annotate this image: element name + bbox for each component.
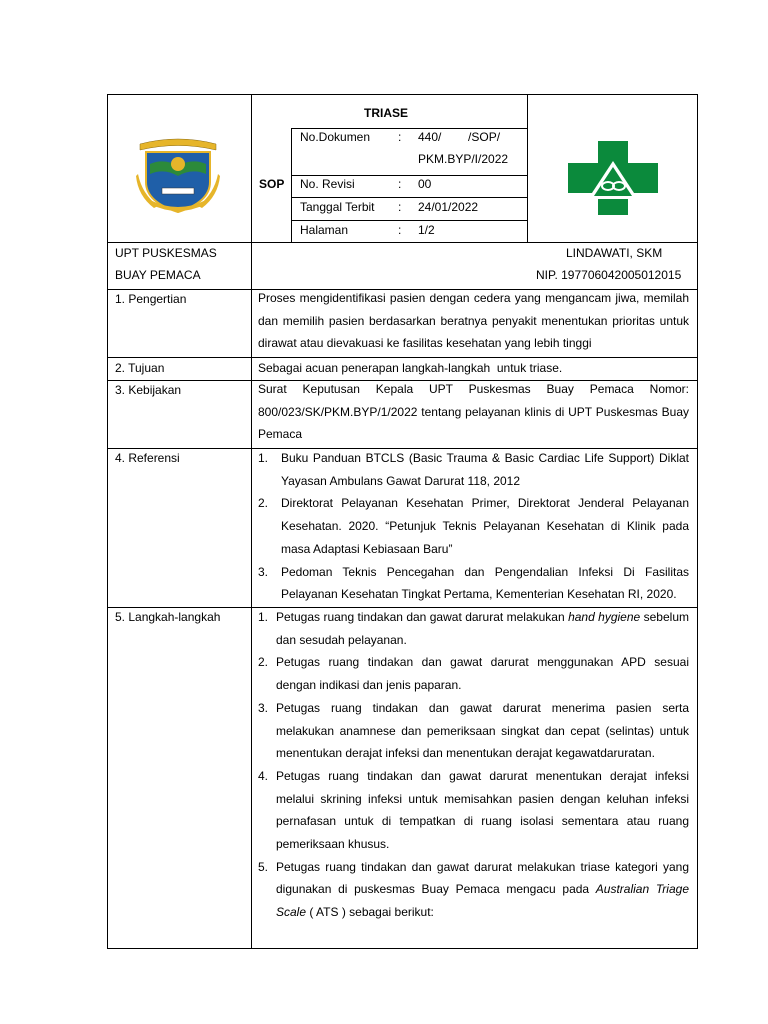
list-item-text: Petugas ruang tindakan dan gawat darurat menerima pasien serta melakukan anamnese dan pemeriksaan singkat dan cepat (selintas) untuk menentukan derajat infeksi dan menentukan derajat kegawatdaruratan. xyxy=(276,700,689,761)
rule xyxy=(527,94,528,243)
section-label-pengertian: 1. Pengertian xyxy=(115,292,187,306)
section-label-kebijakan: 3. Kebijakan xyxy=(115,383,182,397)
field-sep: : xyxy=(398,200,402,214)
org-name-line: BUAY PEMACA xyxy=(115,268,201,282)
list-item xyxy=(258,447,689,492)
sop-label: SOP xyxy=(259,177,285,191)
list-item xyxy=(258,492,689,560)
list-item-text: Petugas ruang tindakan dan gawat darurat menggunakan APD sesuai dengan indikasi dan jenis paparan. xyxy=(276,655,689,693)
rule xyxy=(107,94,698,95)
field-sep: : xyxy=(398,223,402,237)
rule xyxy=(291,128,527,129)
list-number: 5. xyxy=(258,859,269,874)
list-number: 1. xyxy=(258,451,269,465)
referensi-list xyxy=(258,447,689,606)
field-label: Halaman xyxy=(300,223,349,237)
field-sep: : xyxy=(398,130,402,144)
field-value: PKM.BYP/I/2022 xyxy=(418,152,509,166)
field-label: Tanggal Terbit xyxy=(300,200,375,214)
section-label-referensi: 4. Referensi xyxy=(115,451,180,465)
list-item xyxy=(258,561,689,606)
field-value: 1/2 xyxy=(418,223,435,237)
section-label-langkah: 5. Langkah-langkah xyxy=(115,610,221,624)
signatory-name: LINDAWATI, SKM xyxy=(566,246,663,260)
field-value: 00 xyxy=(418,177,432,191)
field-sep: : xyxy=(398,177,402,191)
list-item-text: Direktorat Pelayanan Kesehatan Primer, Direktorat Jenderal Pelayanan Kesehatan. 2020. “Petunjuk Teknis Pelayanan Kesehatan di Klinik pada masa Adaptasi Kebiasaan Baru” xyxy=(281,496,689,556)
list-number: 3. xyxy=(258,700,269,715)
field-value: 440/ /SOP/ xyxy=(418,130,501,144)
list-number: 2. xyxy=(258,496,269,511)
section-label-tujuan: 2. Tujuan xyxy=(115,361,165,375)
list-item-text: Buku Panduan BTCLS (Basic Trauma & Basic Cardiac Life Support) Diklat Yayasan Ambulans Gawat Darurat 118, 2012 xyxy=(281,451,689,488)
list-item-text: sebelum dan sesudah pelayanan. xyxy=(276,610,689,647)
langkah-list xyxy=(258,606,689,924)
pengertian-text: Proses mengidentifikasi pasien dengan cedera yang mengancam jiwa, memilah dan memilih pasien berdasarkan beratnya penyakit menentukan prioritas untuk dirawat atau dievakuasi ke fasilitas kesehatan yang lebih tinggi xyxy=(258,291,689,350)
tujuan-text: Sebagai acuan penerapan langkah-langkah untuk triase. xyxy=(258,361,563,375)
field-label: No.Dokumen xyxy=(300,130,371,144)
list-item xyxy=(258,765,689,856)
list-number: 2. xyxy=(258,655,269,670)
kebijakan-text: Surat Keputusan Kepala UPT Puskesmas Buay Pemaca Nomor: 800/023/SK/PKM.BYP/1/2022 tentang pelayanan klinis di UPT Puskesmas Buay Pemaca xyxy=(258,382,689,441)
list-item xyxy=(258,651,689,696)
rule xyxy=(291,197,527,198)
list-number: 4. xyxy=(258,768,269,783)
list-item-text: Petugas ruang tindakan dan gawat darurat melakukan triase kategori yang digunakan di puskesmas Buay Pemaca mengacu pada xyxy=(276,859,689,897)
field-value: 24/01/2022 xyxy=(418,200,479,214)
list-number: 1. xyxy=(258,610,269,624)
list-number: 3. xyxy=(258,564,269,579)
list-item xyxy=(258,697,689,765)
rule xyxy=(291,175,527,176)
rule xyxy=(291,128,292,243)
regency-emblem-logo xyxy=(136,134,220,214)
org-name-line: UPT PUSKESMAS xyxy=(115,246,217,260)
list-item xyxy=(258,606,689,651)
list-item-text: Pedoman Teknis Pencegahan dan Pengendalian Infeksi Di Fasilitas Pelayanan Kesehatan Tingkat Pertama, Kementerian Kesehatan RI, 2020. xyxy=(281,564,689,602)
list-item-text: ( ATS ) sebagai berikut: xyxy=(306,905,434,920)
list-item-emphasis: hand hygiene xyxy=(568,610,641,624)
list-item-text: Petugas ruang tindakan dan gawat darurat melakukan xyxy=(276,610,569,624)
field-label: No. Revisi xyxy=(300,177,355,191)
rule xyxy=(697,94,698,949)
list-item-text: Petugas ruang tindakan dan gawat darurat menentukan derajat infeksi melalui skrining infeksi untuk memisahkan pasien dengan keluhan infeksi pernafasan untuk di tempatkan di ruang isolasi sementara atau ruang pemeriksaan khusus. xyxy=(276,768,689,852)
list-item-emphasis: Australian Triage Scale xyxy=(276,882,689,920)
signatory-nip: NIP. 197706042005012015 xyxy=(536,268,682,282)
rule xyxy=(107,948,698,949)
list-item xyxy=(258,856,689,924)
document-title: TRIASE xyxy=(364,106,409,120)
rule xyxy=(107,94,108,949)
rule xyxy=(107,242,698,243)
rule xyxy=(291,220,527,221)
puskesmas-logo xyxy=(558,133,668,223)
rule xyxy=(251,94,252,949)
rule xyxy=(107,357,698,358)
